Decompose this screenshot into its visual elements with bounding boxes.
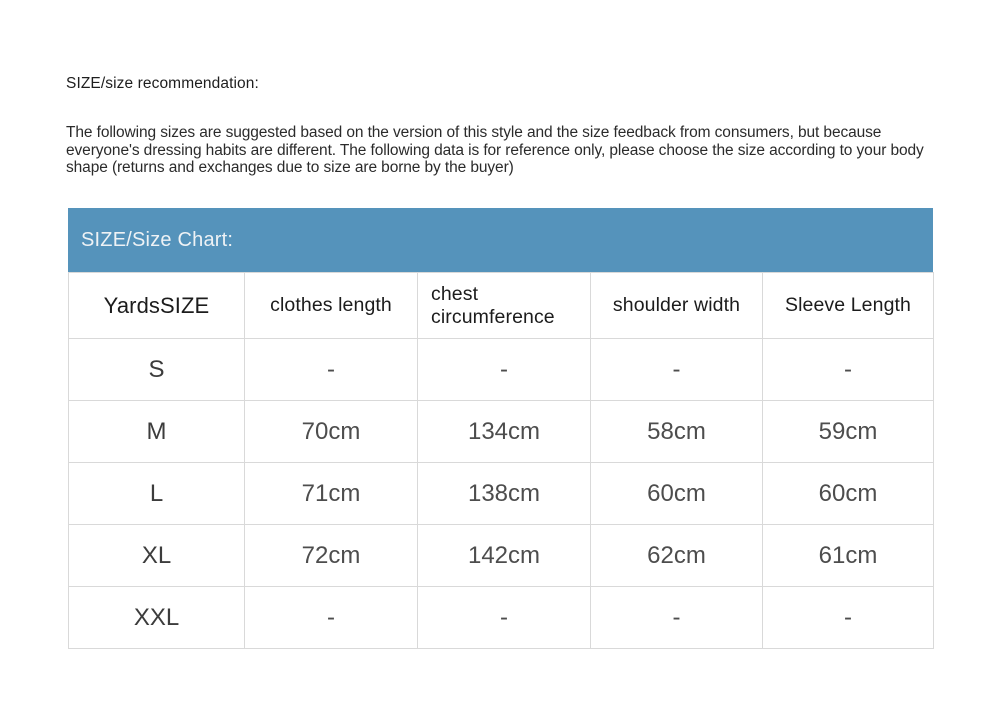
sleeve-length-value: 60cm [763,463,934,525]
table-row-xxl [69,587,934,649]
size-label: XXL [69,587,245,649]
sleeve-length-value: - [763,339,934,401]
column-header-sleeve-length: Sleeve Length [763,273,934,339]
size-recommendation-text: The following sizes are suggested based on the version of this style and the size feedback from consumers, but because everyone's dressing habits are different. The following data is for reference only, please choose the size according to your body shape (returns and exchanges due to size are borne by the buyer) [66,124,924,176]
chest-circumference-value: 138cm [418,463,591,525]
size-label: S [69,339,245,401]
sleeve-length-value: 61cm [763,525,934,587]
clothes-length-value: - [245,339,418,401]
clothes-length-value: - [245,587,418,649]
size-chart-table [68,272,934,649]
chest-circumference-value: 142cm [418,525,591,587]
column-header-yards-size: YardsSIZE [69,273,245,339]
page-title: SIZE/size recommendation: [66,75,259,92]
sleeve-length-value: 59cm [763,401,934,463]
size-chart-banner-label: SIZE/Size Chart: [81,228,234,251]
chest-circumference-value: 134cm [418,401,591,463]
shoulder-width-value: 60cm [591,463,763,525]
clothes-length-value: 71cm [245,463,418,525]
clothes-length-value: 72cm [245,525,418,587]
shoulder-width-value: - [591,587,763,649]
clothes-length-value: 70cm [245,401,418,463]
size-chart-banner [68,208,933,272]
table-header-row [69,273,934,339]
column-header-chest-circumference: chest circumference [418,273,591,339]
size-label: L [69,463,245,525]
shoulder-width-value: 58cm [591,401,763,463]
chest-circumference-value: - [418,339,591,401]
size-label: M [69,401,245,463]
shoulder-width-value: - [591,339,763,401]
table-row-xl [69,525,934,587]
table-row-m [69,401,934,463]
column-header-shoulder-width: shoulder width [591,273,763,339]
chest-circumference-value: - [418,587,591,649]
shoulder-width-value: 62cm [591,525,763,587]
table-row-s [69,339,934,401]
size-label: XL [69,525,245,587]
sleeve-length-value: - [763,587,934,649]
column-header-clothes-length: clothes length [245,273,418,339]
table-row-l [69,463,934,525]
